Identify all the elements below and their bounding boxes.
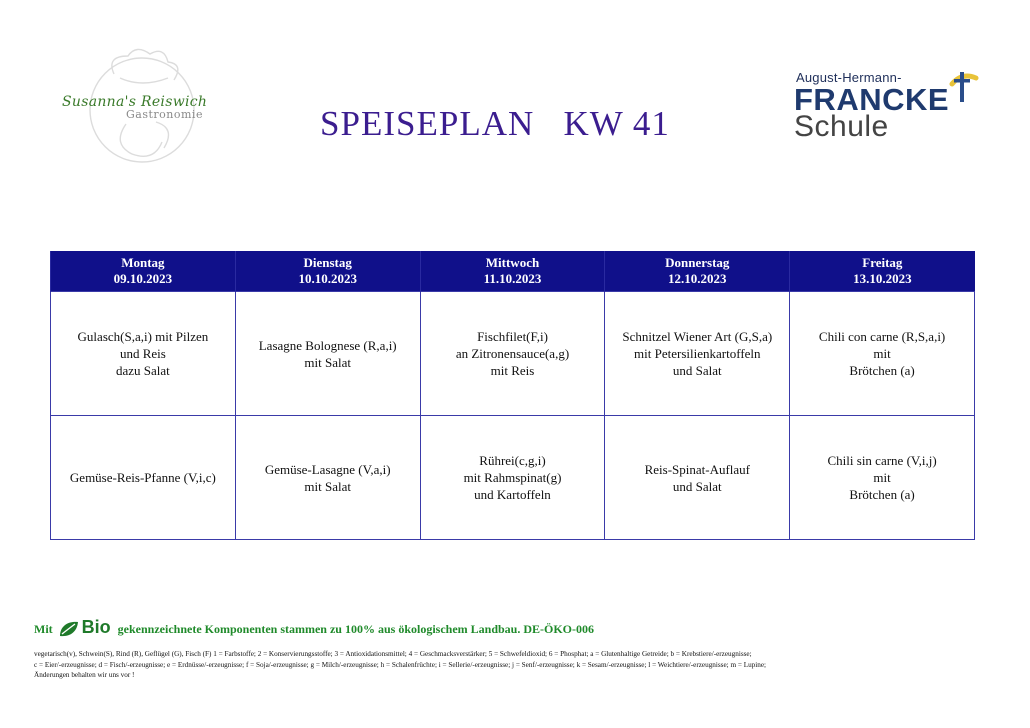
dish-text: Gemüse-Lasagne (V,a,i) mit Salat (264, 461, 391, 494)
menu-cell (235, 292, 420, 416)
caterer-logo (56, 44, 226, 168)
menu-table (50, 251, 975, 540)
day-name: Freitag (862, 255, 903, 270)
dish-text: Fischfilet(F,i) an Zitronensauce(a,g) mit Reis (455, 329, 570, 378)
menu-cell (605, 416, 790, 540)
day-header-monday (51, 251, 236, 292)
dish-text: Gemüse-Reis-Pfanne (V,i,c) (69, 470, 216, 485)
menu-cell (420, 292, 605, 416)
menu-row-2 (51, 416, 975, 540)
dish-text: Chili sin carne (V,i,j) mit Brötchen (a) (827, 453, 937, 502)
menu-cell (51, 292, 236, 416)
menu-cell (420, 416, 605, 540)
menu-cell (605, 292, 790, 416)
cross-emblem-icon (944, 70, 980, 110)
menu-header-row (51, 251, 975, 292)
school-logo-main: FRANCKE (794, 82, 950, 117)
day-name: Mittwoch (485, 255, 540, 270)
dish-text: Reis-Spinat-Auflauf und Salat (644, 461, 750, 494)
bio-word: Bio (81, 617, 111, 637)
bio-prefix: Mit (34, 622, 53, 636)
legend-line: Änderungen behalten wir uns vor ! (34, 671, 135, 679)
dish-text: Gulasch(S,a,i) mit Pilzen und Reis dazu Salat (77, 329, 209, 378)
school-logo-top: August-Hermann- (796, 70, 902, 85)
school-logo-sub: Schule (794, 110, 889, 143)
bio-leaf-icon (58, 620, 80, 638)
school-logo (792, 70, 982, 150)
day-date: 09.10.2023 (113, 271, 173, 286)
day-header-thursday (605, 251, 790, 292)
legend-line: vegetarisch(v), Schwein(S), Rind (R), Geflügel (G), Fisch (F) 1 = Farbstoffe; 2 = Konservierungsstoffe; 3 = Antioxidationsmittel; 4 = Geschmacksverstärker; 5 = Schwefeldioxid; 6 = Phosphat; a = Glutenhaltige Getreide; b = Krebstiere/-erzeugnisse; (34, 650, 752, 658)
day-header-tuesday (235, 251, 420, 292)
dish-text: Lasagne Bolognese (R,a,i) mit Salat (258, 337, 397, 370)
caterer-name: Susanna's Reiswich (62, 94, 208, 110)
day-name: Dienstag (303, 255, 352, 270)
day-header-friday (790, 251, 975, 292)
bio-text: gekennzeichnete Komponenten stammen zu 100% aus ökologischem Landbau. DE-ÖKO-006 (117, 622, 595, 636)
day-date: 13.10.2023 (853, 271, 912, 286)
page-title: SPEISEPLAN KW 41 (320, 104, 670, 143)
menu-cell (51, 416, 236, 540)
menu-cell (790, 292, 975, 416)
day-header-wednesday (420, 251, 605, 292)
caterer-subtitle: Gastronomie (126, 108, 203, 121)
dish-text: Schnitzel Wiener Art (G,S,a) mit Petersilienkartoffeln und Salat (622, 329, 773, 378)
dish-text: Rührei(c,g,i) mit Rahmspinat(g) und Kartoffeln (463, 453, 562, 502)
legend-line: c = Eier/-erzeugnisse; d = Fisch/-erzeugnisse; e = Erdnüsse/-erzeugnisse; f = Soja/-erzeugnisse; g = Milch/-erzeugnisse; h = Schalenfrüchte; i = Sellerie/-erzeugnisse; j = Senf/-erzeugnisse; k = Sesam/-erzeugnisse; l = Weichtiere/-erzeugnisse; m = Lupine; (34, 660, 767, 669)
menu-row-1 (51, 292, 975, 416)
dish-text: Chili con carne (R,S,a,i) mit Brötchen (a) (818, 329, 946, 378)
bio-note (34, 617, 594, 638)
menu-cell (235, 416, 420, 540)
allergen-legend (34, 649, 994, 681)
menu-cell (790, 416, 975, 540)
day-date: 12.10.2023 (668, 271, 727, 286)
day-name: Donnerstag (665, 255, 730, 270)
day-name: Montag (121, 255, 165, 270)
day-date: 10.10.2023 (298, 271, 357, 286)
day-date: 11.10.2023 (483, 271, 542, 286)
